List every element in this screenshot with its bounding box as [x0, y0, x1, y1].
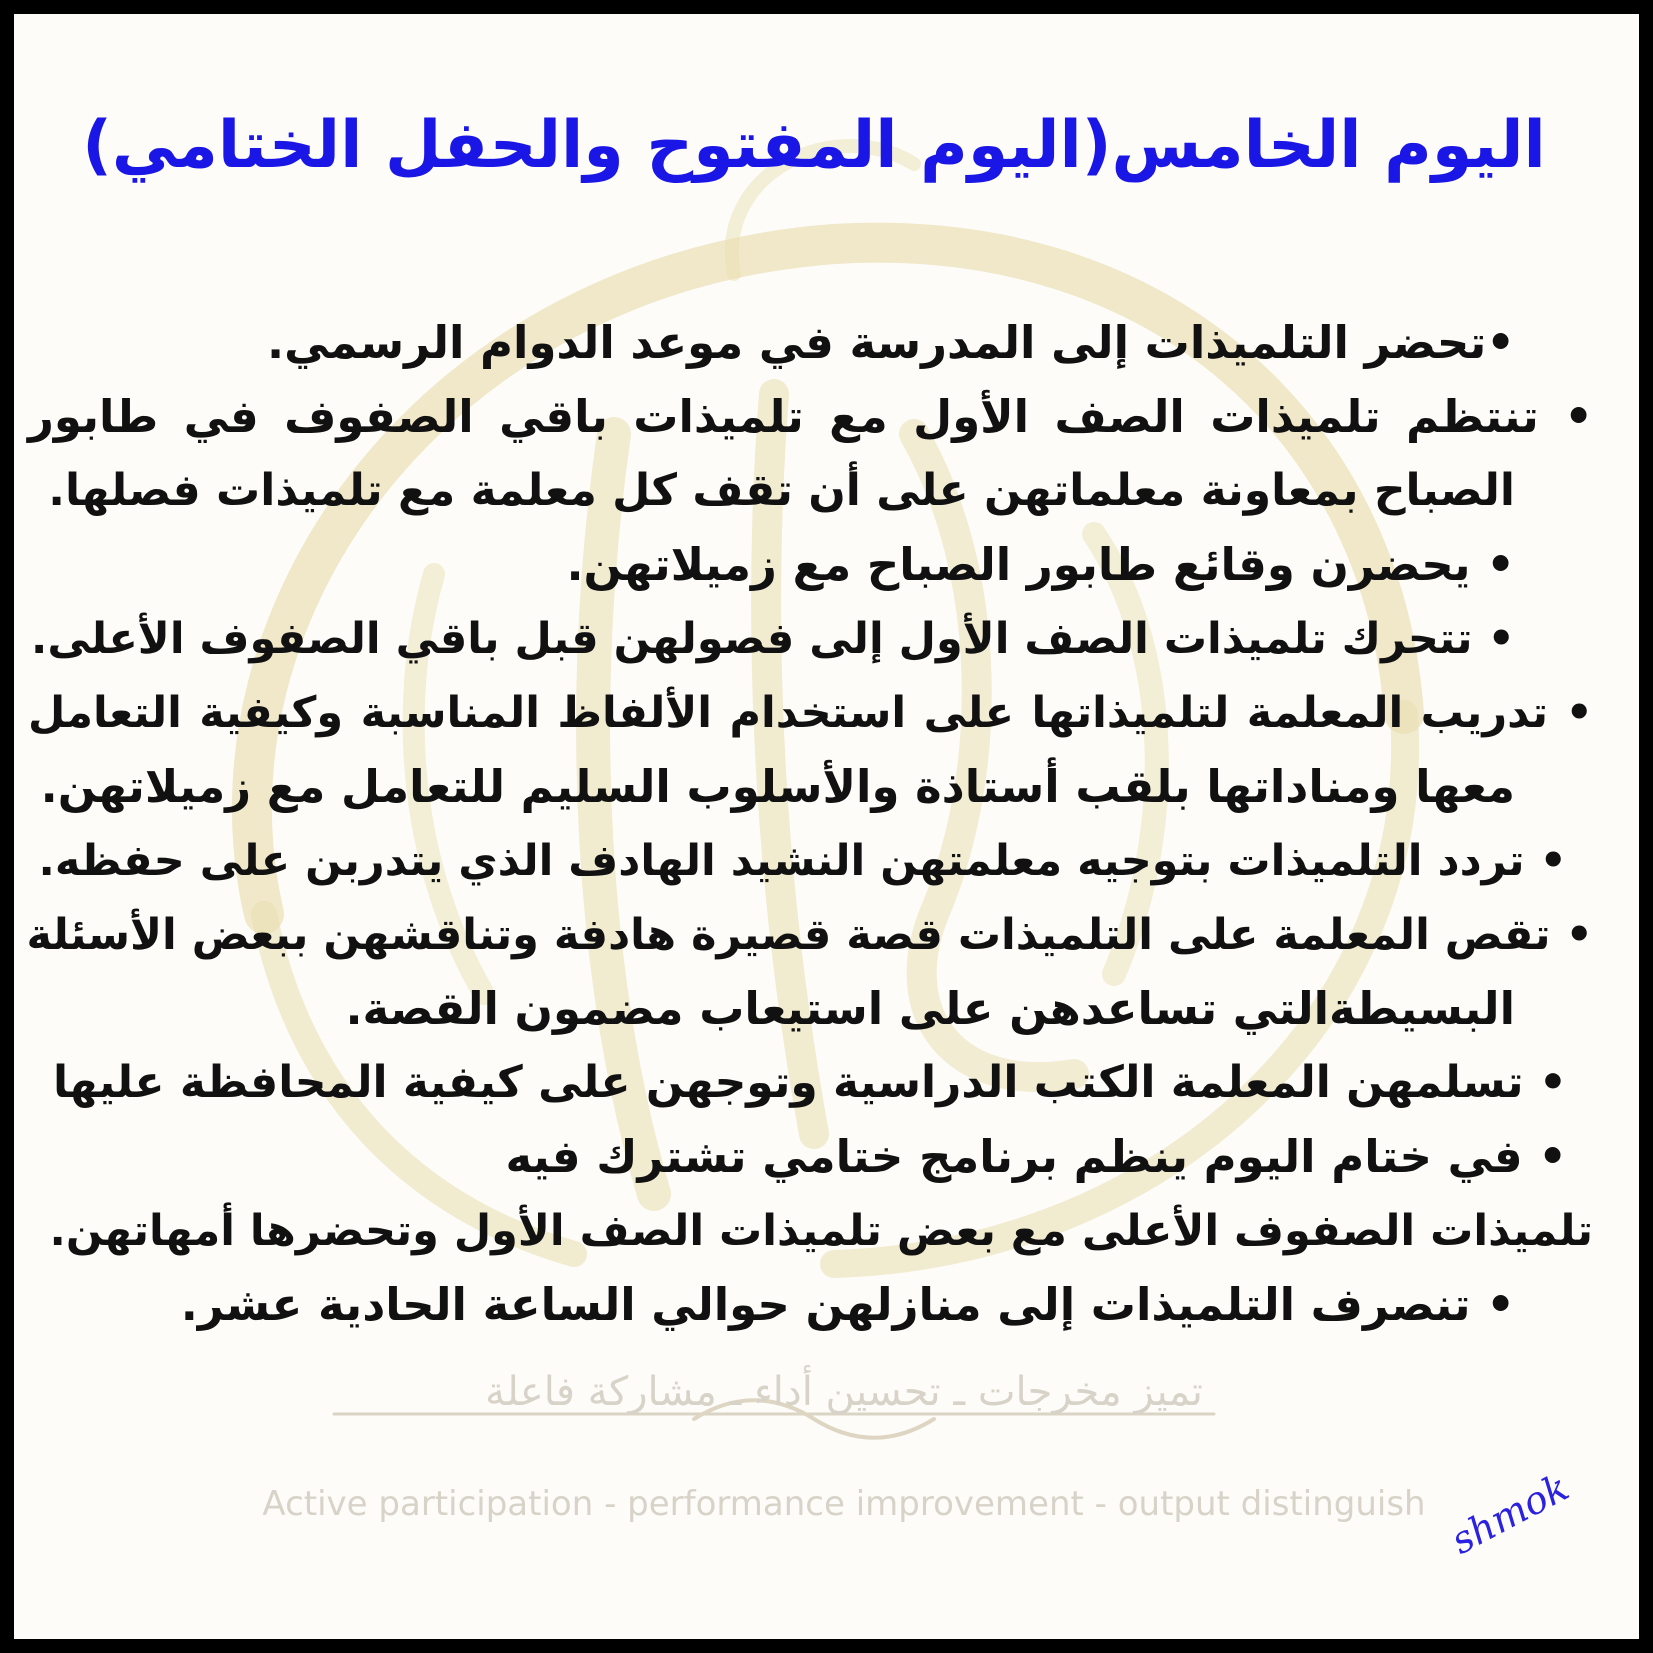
list-item: الصباح بمعاونة معلماتهن على أن تقف كل معلمة مع تلميذات فصلها. [48, 465, 1515, 516]
list-item: تلميذات الصفوف الأعلى مع بعض تلميذات الصف الأول وتحضرها أمهاتهن. [49, 1206, 1593, 1256]
list-item: • تنصرف التلميذات إلى منازلهن حوالي الساعة الحادية عشر. [180, 1278, 1515, 1331]
list-item: • تقص المعلمة على التلميذات قصة قصيرة هادفة وتناقشهن ببعض الأسئلة [26, 910, 1593, 960]
list-item: معها ومناداتها بلقب أستاذة والأسلوب السليم للتعامل مع زميلاتهن. [40, 760, 1515, 813]
activity-list [28, 306, 1593, 1342]
list-item: • تسلمهن المعلمة الكتب الدراسية وتوجهن على كيفية المحافظة عليها [53, 1057, 1567, 1108]
document-page [14, 14, 1639, 1639]
list-item: • تتحرك تلميذات الصف الأول إلى فصولهن قبل باقي الصفوف الأعلى. [31, 614, 1515, 664]
list-item: • يحضرن وقائع طابور الصباح مع زميلاتهن. [566, 538, 1515, 591]
list-item: البسيطةالتي تساعدهن على استيعاب مضمون القصة. [345, 982, 1515, 1035]
list-item: •تحضر التلميذات إلى المدرسة في موعد الدوام الرسمي. [267, 316, 1515, 369]
page-title: اليوم الخامس(اليوم المفتوح والحفل الختامي) [82, 108, 1546, 183]
list-item: • في ختام اليوم ينظم برنامج ختامي تشترك فيه [505, 1130, 1567, 1183]
author-signature: shmok [1444, 1464, 1576, 1563]
list-item: • تدريب المعلمة لتلميذاتها على استخدام الألفاظ المناسبة وكيفية التعامل [28, 688, 1593, 738]
watermark-arabic-slogan: تميز مخرجات ـ تحسين أداء ـ مشاركة فاعلة [485, 1369, 1203, 1415]
list-item: • تردد التلميذات بتوجيه معلمتهن النشيد الهادف الذي يتدربن على حفظه. [38, 836, 1567, 886]
list-item: • تنتظم تلميذات الصف الأول مع تلميذات باقي الصفوف في طابور [28, 390, 1593, 443]
watermark-english-slogan: Active participation - performance improvement - output distinguish [262, 1484, 1426, 1524]
